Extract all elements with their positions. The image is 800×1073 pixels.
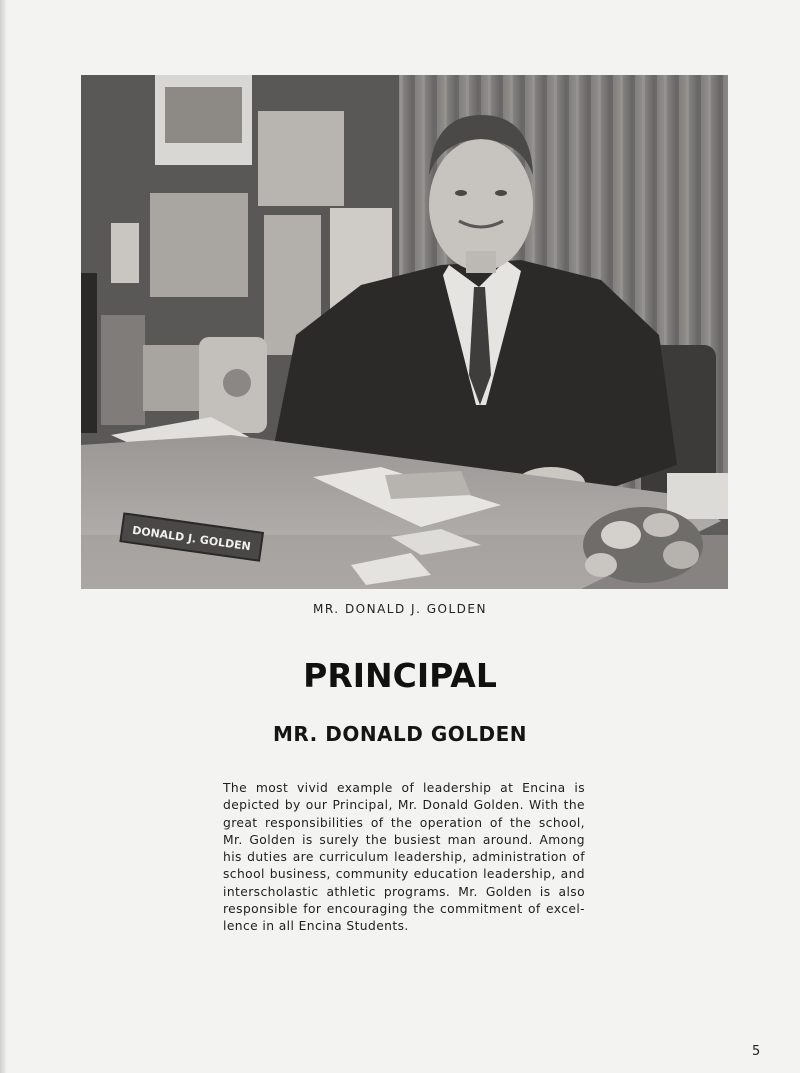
page-edge <box>0 0 6 1073</box>
photo-caption: MR. DONALD J. GOLDEN <box>313 602 487 616</box>
page-number: 5 <box>752 1044 761 1059</box>
page-subheading: MR. DONALD GOLDEN <box>272 722 528 746</box>
page-heading: PRINCIPAL <box>303 656 497 695</box>
nameplate-text: DONALD J. GOLDEN <box>131 523 252 554</box>
principal-photo <box>81 75 728 589</box>
body-paragraph: The most vivid example of leadership at Encina is depicted by our Principal, Mr. Donald Golden. With the great responsibilities of the operation of the school, Mr. Golden is surely the busiest man around. Among his duties are curriculum leadership, administration of school business, community education leadership, and interscholastic athletic programs. Mr. Golden is also responsible for encouraging the commitment of excel-lence in all Encina Students. <box>223 781 585 934</box>
